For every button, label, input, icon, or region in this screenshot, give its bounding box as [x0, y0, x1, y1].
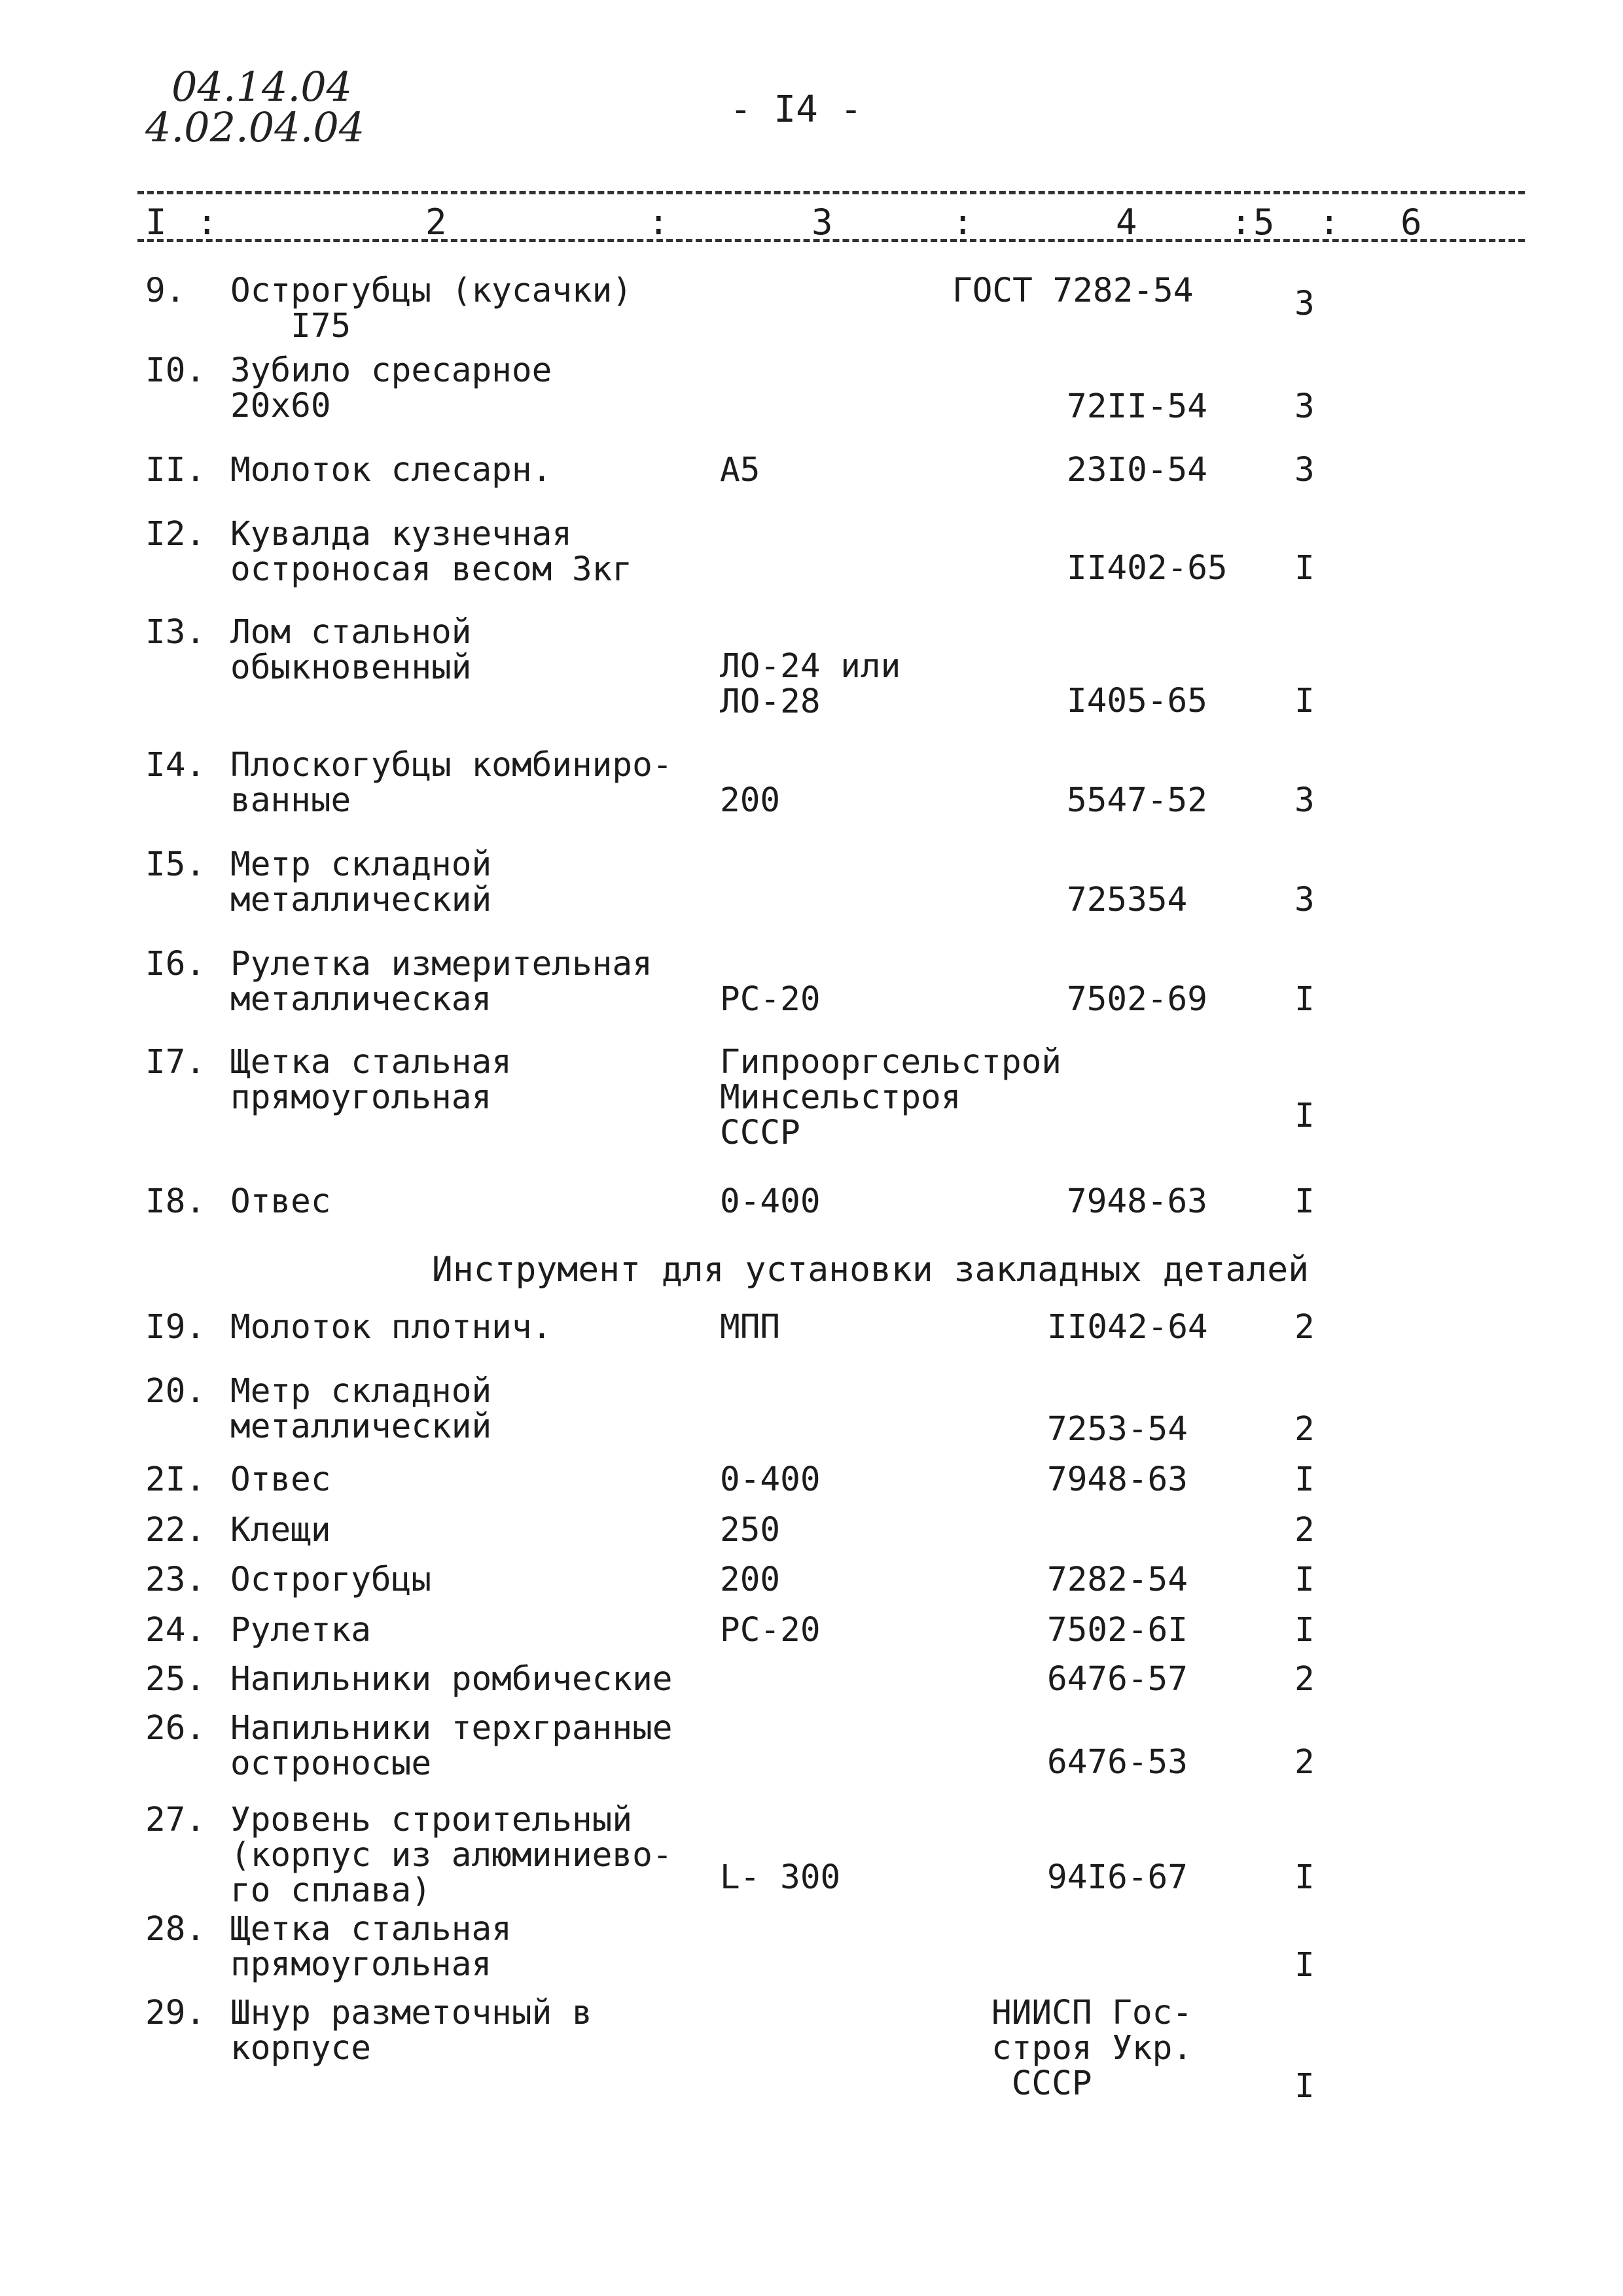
tool-spec: РС-20: [720, 1611, 821, 1650]
tool-quantity: 3: [1294, 387, 1315, 426]
row-number: 24.: [145, 1611, 206, 1650]
tool-spec: РС-20: [720, 980, 821, 1019]
row-number: I0.: [145, 351, 206, 390]
row-number: II.: [145, 451, 206, 489]
tool-name: Отвес: [230, 1182, 331, 1221]
tool-quantity: I: [1294, 1182, 1315, 1221]
gost-number: 7282-54: [1047, 1561, 1188, 1599]
tool-name: Метр складной металлический: [230, 1372, 492, 1446]
row-number: 20.: [145, 1372, 206, 1411]
tool-quantity: 3: [1294, 451, 1315, 489]
row-number: 22.: [145, 1511, 206, 1549]
column-separator: :: [1230, 202, 1252, 243]
tool-name: Клещи: [230, 1511, 331, 1549]
handwritten-code-2: 4.02.04.04: [145, 103, 365, 151]
tool-quantity: I: [1294, 682, 1315, 720]
gost-number: 7502-6I: [1047, 1611, 1188, 1650]
column-header-4: 4: [1116, 202, 1137, 243]
gost-number: НИИСП Гос- строя Укр. СССР: [991, 1994, 1193, 2103]
tool-name: Лом стальной обыкновенный: [230, 613, 472, 687]
row-number: 23.: [145, 1561, 206, 1599]
tool-spec: 250: [720, 1511, 781, 1549]
row-number: 25.: [145, 1660, 206, 1699]
column-separator: :: [952, 202, 974, 243]
page-number: - I4 -: [730, 88, 863, 131]
row-number: 29.: [145, 1994, 206, 2032]
tool-spec: 200: [720, 1561, 781, 1599]
tool-quantity: I: [1294, 549, 1315, 588]
row-number: I5.: [145, 845, 206, 884]
tool-quantity: I: [1294, 980, 1315, 1019]
tool-name: Напильники ромбические: [230, 1660, 673, 1699]
row-number: I4.: [145, 746, 206, 785]
tool-quantity: 2: [1294, 1308, 1315, 1347]
tool-name: Метр складной металлический: [230, 845, 492, 919]
tool-quantity: 2: [1294, 1511, 1315, 1549]
gost-number: 6476-53: [1047, 1743, 1188, 1782]
tool-name: Щетка стальная прямоугольная: [230, 1910, 512, 1984]
column-header-1: I: [145, 202, 167, 243]
tool-quantity: I: [1294, 1561, 1315, 1599]
gost-number: 725354: [1067, 881, 1188, 919]
row-number: I8.: [145, 1182, 206, 1221]
tool-spec: 0-400: [720, 1460, 821, 1499]
header-rule-top: [137, 191, 1525, 194]
tool-quantity: 2: [1294, 1410, 1315, 1449]
tool-name: Острогубцы: [230, 1561, 432, 1599]
tool-name: Плоскогубцы комбиниро- ванные: [230, 746, 673, 820]
tool-quantity: 3: [1294, 881, 1315, 919]
tool-quantity: I: [1294, 1946, 1315, 1985]
section-heading: Инструмент для установки закладных деталей: [431, 1250, 1310, 1290]
tool-name: Рулетка измерительная металлическая: [230, 945, 652, 1019]
tool-name: Молоток слесарн.: [230, 451, 552, 489]
tool-quantity: I: [1294, 1097, 1315, 1135]
row-number: I3.: [145, 613, 206, 652]
tool-spec: А5: [720, 451, 760, 489]
tool-spec: L- 300: [720, 1858, 841, 1897]
header-rule-bottom: [137, 239, 1525, 242]
column-header-6: 6: [1400, 202, 1422, 243]
tool-name: Кувалда кузнечная остроносая весом 3кг: [230, 515, 633, 589]
tool-spec: МПП: [720, 1308, 781, 1347]
column-header-5: 5: [1253, 202, 1275, 243]
row-number: 2I.: [145, 1460, 206, 1499]
tool-quantity: I: [1294, 1858, 1315, 1897]
tool-quantity: 3: [1294, 285, 1315, 323]
row-number: I6.: [145, 945, 206, 983]
row-number: I7.: [145, 1043, 206, 1082]
column-separator: :: [196, 202, 218, 243]
tool-quantity: 3: [1294, 781, 1315, 820]
column-header-3: 3: [812, 202, 833, 243]
tool-quantity: 2: [1294, 1743, 1315, 1782]
tool-name: Уровень строительный (корпус из алюминиево- го сплава): [230, 1801, 673, 1910]
handwritten-code-1: 04.14.04: [171, 63, 353, 111]
tool-name: Напильники терхгранные остроносые: [230, 1709, 673, 1783]
gost-number: 6476-57: [1047, 1660, 1188, 1699]
tool-quantity: I: [1294, 1460, 1315, 1499]
tool-quantity: I: [1294, 2067, 1315, 2106]
tool-quantity: 2: [1294, 1660, 1315, 1699]
tool-spec: Гипрооргсельстрой Минсельстроя СССР: [720, 1043, 1061, 1152]
gost-number: II402-65: [1067, 549, 1228, 588]
row-number: 9.: [145, 272, 186, 310]
column-separator: :: [1319, 202, 1340, 243]
row-number: 28.: [145, 1910, 206, 1949]
tool-name: Рулетка: [230, 1611, 371, 1650]
tool-spec: 0-400: [720, 1182, 821, 1221]
tool-name: Отвес: [230, 1460, 331, 1499]
row-number: 27.: [145, 1801, 206, 1839]
tool-name: Зубило сресарное 20х60: [230, 351, 552, 425]
gost-number: 7253-54: [1047, 1410, 1188, 1449]
gost-number: ГОСТ 7282-54: [952, 272, 1194, 310]
row-number: I9.: [145, 1308, 206, 1347]
tool-name: Острогубцы (кусачки) I75: [230, 272, 633, 345]
row-number: 26.: [145, 1709, 206, 1748]
gost-number: 7948-63: [1047, 1460, 1188, 1499]
gost-number: 5547-52: [1067, 781, 1207, 820]
column-separator: :: [648, 202, 669, 243]
gost-number: 23I0-54: [1067, 451, 1207, 489]
tool-spec: ЛО-24 или ЛО-28: [720, 647, 901, 721]
tool-name: Молоток плотнич.: [230, 1308, 552, 1347]
tool-quantity: I: [1294, 1611, 1315, 1650]
row-number: I2.: [145, 515, 206, 554]
gost-number: 72II-54: [1067, 387, 1207, 426]
gost-number: 7948-63: [1067, 1182, 1207, 1221]
gost-number: I405-65: [1067, 682, 1207, 720]
gost-number: II042-64: [1047, 1308, 1208, 1347]
tool-name: Шнур разметочный в корпусе: [230, 1994, 592, 2068]
tool-spec: 200: [720, 781, 781, 820]
gost-number: 94I6-67: [1047, 1858, 1188, 1897]
column-header-2: 2: [425, 202, 447, 243]
tool-name: Щетка стальная прямоугольная: [230, 1043, 512, 1117]
gost-number: 7502-69: [1067, 980, 1207, 1019]
